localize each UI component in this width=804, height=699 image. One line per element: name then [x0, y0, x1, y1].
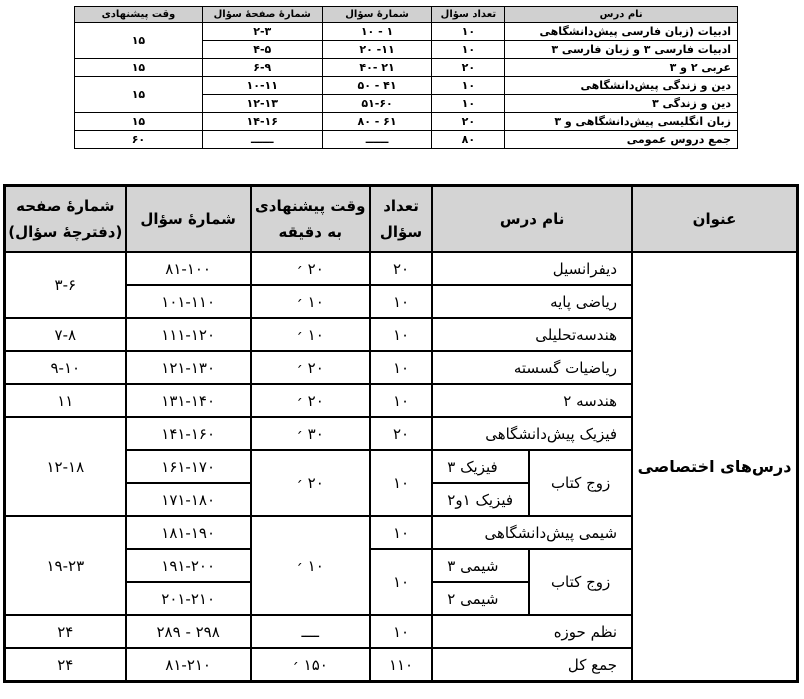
course-name: دین و زندگی ۳	[505, 95, 738, 113]
question-count: ۲۰	[432, 113, 505, 131]
question-numbers: ۱۳۱-۱۴۰	[126, 384, 251, 417]
suggested-time: ۳۰ ׳	[251, 417, 370, 450]
question-numbers: ۲۱ -۴۰	[322, 59, 432, 77]
question-numbers: ۶۱ - ۸۰	[322, 113, 432, 131]
course-name: زبان انگلیسی پیش‌دانشگاهی و ۳	[505, 113, 738, 131]
table-row	[75, 77, 738, 95]
course-name: فیزیک ۱و۲	[432, 483, 529, 516]
book-pair-label: زوج کتاب	[529, 450, 632, 516]
question-count: ۱۰	[370, 516, 433, 549]
question-numbers: ۱۸۱-۱۹۰	[126, 516, 251, 549]
table-row	[75, 113, 738, 131]
question-numbers: ۱ - ۱۰	[322, 23, 432, 41]
question-count: ۱۱۰	[370, 648, 433, 682]
suggested-time: ۱۰ ׳	[251, 516, 370, 615]
question-numbers: ۱۰۱-۱۱۰	[126, 285, 251, 318]
table-row	[75, 23, 738, 41]
course-name: دیفرانسیل	[432, 252, 632, 285]
specialized-courses-table	[3, 184, 799, 683]
question-numbers: ۱۱۱-۱۲۰	[126, 318, 251, 351]
question-count: ۱۰	[370, 384, 433, 417]
table-header-row	[75, 7, 738, 23]
question-numbers: ۴۱ - ۵۰	[322, 77, 432, 95]
question-pages: ۴-۵	[202, 41, 322, 59]
course-name: شیمی ۳	[432, 549, 529, 582]
question-count: ۱۰	[370, 615, 433, 648]
header-suggested-time: وقت پیشنهادی	[75, 7, 203, 23]
general-courses-table	[74, 6, 738, 149]
question-count: ۱۰	[432, 41, 505, 59]
question-pages: ۱۲-۱۳	[202, 95, 322, 113]
suggested-time: ۱۵	[75, 77, 203, 113]
question-count: ۱۰	[370, 351, 433, 384]
question-numbers: ــــــ	[322, 131, 432, 149]
header-course-name: نام درس	[432, 186, 632, 253]
header-question-pages: شمارهٔ صفحهٔ سؤال	[202, 7, 322, 23]
header-title: عنوان	[632, 186, 797, 253]
header-question-count: تعداد سؤال	[370, 186, 433, 253]
question-count: ۱۰	[432, 95, 505, 113]
course-name: دین و زندگی پیش‌دانشگاهی	[505, 77, 738, 95]
question-numbers: ۲۰۱-۲۱۰	[126, 582, 251, 615]
course-name: فیزیک ۳	[432, 450, 529, 483]
page-numbers: ۱۲-۱۸	[5, 417, 126, 516]
course-name: نظم حوزه	[432, 615, 632, 648]
book-pair-label: زوج کتاب	[529, 549, 632, 615]
suggested-time: ۲۰ ׳	[251, 351, 370, 384]
course-name: ریاضی پایه	[432, 285, 632, 318]
section-title: درس‌های اختصاصی	[632, 252, 797, 682]
suggested-time: ۲۰ ׳	[251, 252, 370, 285]
question-count: ۲۰	[432, 59, 505, 77]
question-numbers: ۱۴۱-۱۶۰	[126, 417, 251, 450]
page-numbers: ۲۴	[5, 615, 126, 648]
suggested-time: ۶۰	[75, 131, 203, 149]
header-suggested-time: وقت پیشنهادی به دقیقه	[251, 186, 370, 253]
page-numbers: ۷-۸	[5, 318, 126, 351]
question-count: ۱۰	[370, 450, 433, 516]
table-row	[75, 59, 738, 77]
header-question-count: تعداد سؤال	[432, 7, 505, 23]
suggested-time: ۲۰ ׳	[251, 450, 370, 516]
question-count: ۱۰	[370, 549, 433, 615]
suggested-time: ۱۰ ׳	[251, 318, 370, 351]
question-count: ۸۰	[432, 131, 505, 149]
header-question-numbers: شمارهٔ سؤال	[126, 186, 251, 253]
page-numbers: ۳-۶	[5, 252, 126, 318]
question-pages: ۱۰-۱۱	[202, 77, 322, 95]
course-name: ریاضیات گسسته	[432, 351, 632, 384]
course-name: جمع دروس عمومی	[505, 131, 738, 149]
question-numbers: ۱۶۱-۱۷۰	[126, 450, 251, 483]
question-numbers: ۱۲۱-۱۳۰	[126, 351, 251, 384]
question-pages: ۶-۹	[202, 59, 322, 77]
header-question-numbers: شمارهٔ سؤال	[322, 7, 432, 23]
suggested-time: ۱۵	[75, 59, 203, 77]
page-numbers: ۱۹-۲۳	[5, 516, 126, 615]
header-course-name: نام درس	[505, 7, 738, 23]
question-count: ۱۰	[370, 285, 433, 318]
course-name: ادبیات فارسی ۳ و زبان فارسی ۳	[505, 41, 738, 59]
header-page-numbers: شمارهٔ صفحه (دفترچهٔ سؤال)	[5, 186, 126, 253]
course-name: فیزیک پیش‌دانشگاهی	[432, 417, 632, 450]
question-numbers: ۲۹۸ - ۲۸۹	[126, 615, 251, 648]
course-name: شیمی پیش‌دانشگاهی	[432, 516, 632, 549]
question-numbers: ۱۹۱-۲۰۰	[126, 549, 251, 582]
page-numbers: ۱۱	[5, 384, 126, 417]
suggested-time: ۱۵	[75, 23, 203, 59]
table-header-row	[5, 186, 798, 253]
suggested-time: ۲۰ ׳	[251, 384, 370, 417]
page-numbers: ۹-۱۰	[5, 351, 126, 384]
table-row	[5, 252, 798, 285]
suggested-time: ۱۰ ׳	[251, 285, 370, 318]
question-numbers: ۵۱-۶۰	[322, 95, 432, 113]
course-name: جمع کل	[432, 648, 632, 682]
suggested-time: ۱۵۰ ׳	[251, 648, 370, 682]
course-name: هندسه‌تحلیلی	[432, 318, 632, 351]
course-name: شیمی ۲	[432, 582, 529, 615]
question-numbers: ۸۱-۱۰۰	[126, 252, 251, 285]
question-count: ۱۰	[370, 318, 433, 351]
question-count: ۱۰	[432, 77, 505, 95]
course-name: ادبیات (زبان فارسی پیش‌دانشگاهی	[505, 23, 738, 41]
question-numbers: ۸۱-۲۱۰	[126, 648, 251, 682]
question-count: ۲۰	[370, 252, 433, 285]
page-numbers: ۲۴	[5, 648, 126, 682]
total-row	[75, 131, 738, 149]
course-name: هندسه ۲	[432, 384, 632, 417]
question-pages: ۲-۳	[202, 23, 322, 41]
suggested-time: ۱۵	[75, 113, 203, 131]
question-count: ۲۰	[370, 417, 433, 450]
question-pages: ۱۴-۱۶	[202, 113, 322, 131]
question-numbers: ۱۱- ۲۰	[322, 41, 432, 59]
course-name: عربی ۲ و ۳	[505, 59, 738, 77]
question-numbers: ۱۷۱-۱۸۰	[126, 483, 251, 516]
question-pages: ــــــ	[202, 131, 322, 149]
suggested-time: ــــ	[251, 615, 370, 648]
question-count: ۱۰	[432, 23, 505, 41]
